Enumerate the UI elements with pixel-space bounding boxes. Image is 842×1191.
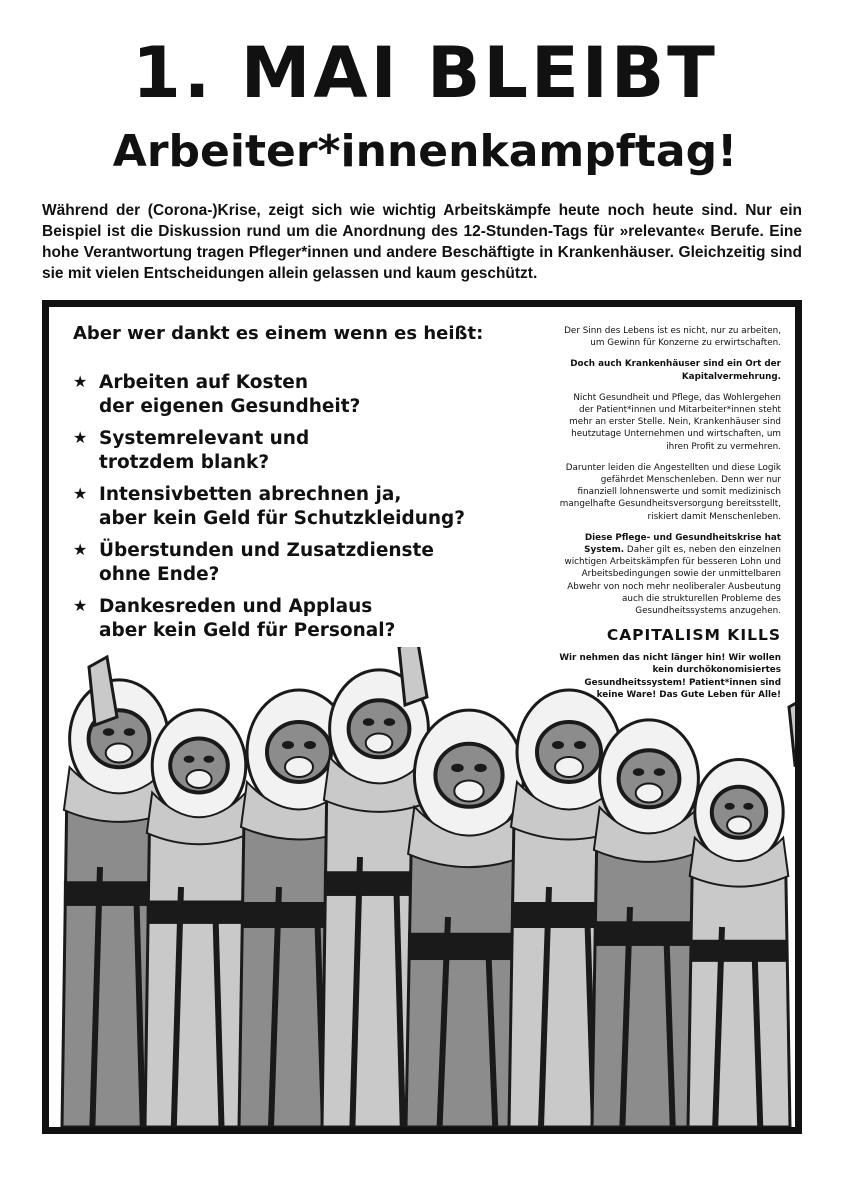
headline: 1. MAI BLEIBT xyxy=(132,32,718,114)
list-item-text: Intensivbetten abrechnen ja, aber kein Geld für Schutzkleidung? xyxy=(99,484,466,529)
box-question: Aber wer dankt es einem wenn es heißt: xyxy=(73,323,484,344)
raised-arm xyxy=(399,647,427,705)
figure-group xyxy=(62,647,795,1127)
content-frame xyxy=(42,300,802,1134)
intro-paragraph: Während der (Corona-)Krise, zeigt sich wie wichtig Arbeitskämpfe heute noch heute sind. Nur ein Beispiel ist die Diskussion rund um die Anordnung des 12-Stunden-Tags für »relevante« Berufe. Eine hohe Verantwortung tragen Pfleger*innen und andere Beschäftigte in Krankenhäuser. Gleichzeitig sind sie mit vielen Entscheidungen allein gelassen und kaum geschützt. xyxy=(42,202,802,282)
list-item-text: Überstunden und Zusatzdienste ohne Ende? xyxy=(99,540,434,585)
protective-suits-photo xyxy=(49,647,795,1127)
list-item xyxy=(73,427,543,474)
side-paragraph: Doch auch Krankenhäuser sind ein Ort der Kapitalvermehrung. xyxy=(570,359,781,382)
demand-list xyxy=(73,371,543,651)
suited-person xyxy=(145,710,253,1127)
list-item xyxy=(73,539,543,586)
list-item-text: Arbeiten auf Kosten der eigenen Gesundheit? xyxy=(99,372,361,417)
side-paragraph-bold: Diese Pflege- und Gesundheitskrise hat System. xyxy=(584,532,781,556)
slogan: CAPITALISM KILLS xyxy=(606,626,781,645)
subheadline: Arbeiter*innenkampftag! xyxy=(112,126,738,177)
raised-arm xyxy=(789,697,795,765)
closing-statement: Wir nehmen das nicht länger hin! Wir wollen kein durchökonomisiertes Gesundheitssystem! Patient*innen sind keine Ware! Das Gute Leben für Alle! xyxy=(559,653,781,700)
side-paragraph-rest: Daher gilt es, neben den einzelnen wichtigen Arbeitskämpfen für besseren Lohn und Arbeitsbedingungen sowie der unmittelbaren Abwehr von noch mehr neoliberaler Ausbeutung auch die strukturellen Probleme des Gesundheitssystems anzugehen. xyxy=(564,545,781,617)
list-item xyxy=(73,595,543,642)
side-paragraph: Darunter leiden die Angestellten und diese Logik gefährdet Menschenleben. Denn wer nur finanziell lohnenswerte und somit medizinisch mangelhafte Gesundheitsversorgung bereitsstellt, riskiert damit Menschenleben. xyxy=(559,462,781,522)
star-icon: ★ xyxy=(73,374,88,391)
side-paragraph xyxy=(559,532,781,617)
star-icon: ★ xyxy=(73,598,88,615)
list-item-text: Dankesreden und Applaus aber kein Geld für Personal? xyxy=(99,596,396,641)
star-icon: ★ xyxy=(73,486,88,503)
star-icon: ★ xyxy=(73,542,88,559)
side-paragraph: Der Sinn des Lebens ist es nicht, nur zu arbeiten, um Gewinn für Konzerne zu erwirtschaften. xyxy=(564,326,781,349)
list-item-text: Systemrelevant und trotzdem blank? xyxy=(99,428,310,473)
list-item xyxy=(73,483,543,530)
suited-person xyxy=(688,760,790,1127)
raised-arm xyxy=(89,657,117,725)
star-icon: ★ xyxy=(73,430,88,447)
list-item xyxy=(73,371,543,418)
side-paragraph: Nicht Gesundheit und Pflege, das Wohlergehen der Patient*innen und Mitarbeiter*innen steht mehr an erster Stelle. Nein, Krankenhäuser sind heutzutage Unternehmen und wirtschaften, um ihren Profit zu vermehren. xyxy=(569,392,781,452)
